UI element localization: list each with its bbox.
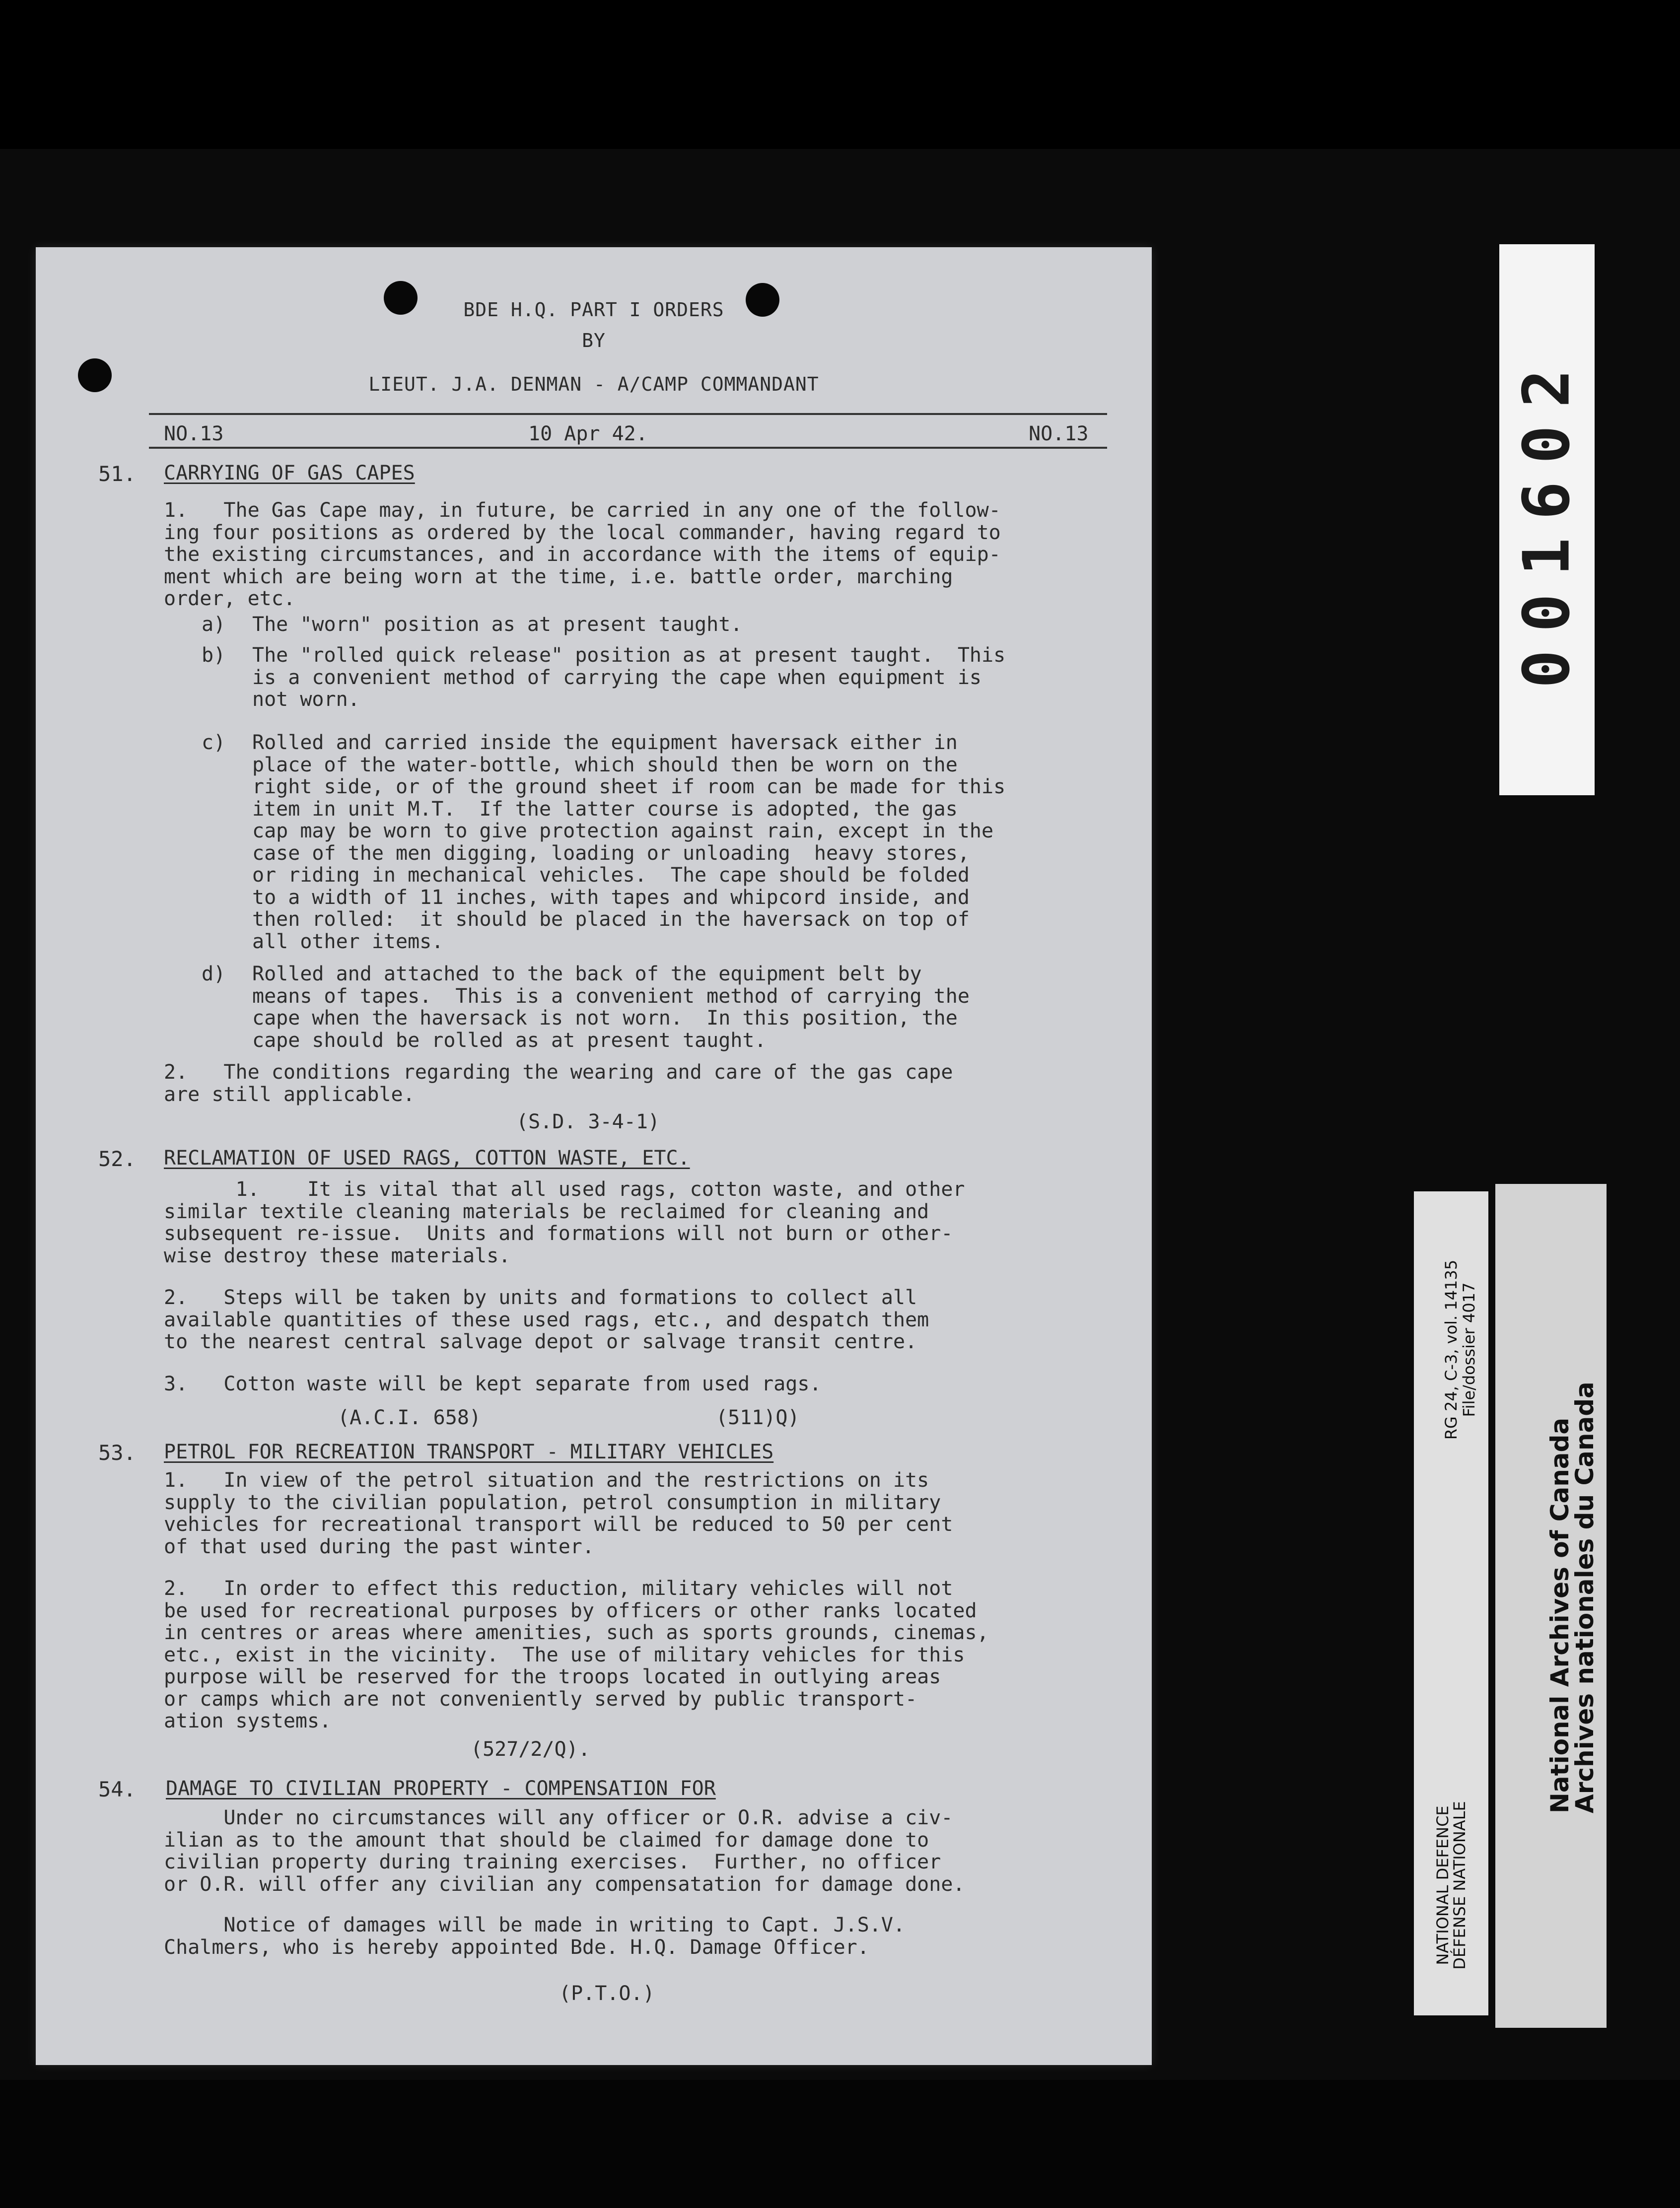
header-author: LIEUT. J.A. DENMAN - A/CAMP COMMANDANT — [368, 373, 819, 395]
list-item: Rolled and attached to the back of the equipment belt by means of tapes. This is a convenient method of carrying the cape when the haversack is not worn. In this position, the cape should be rolled as at present taught. — [252, 963, 970, 1052]
order-date: 10 Apr 42. — [528, 422, 648, 445]
list-marker: d) — [202, 963, 226, 985]
frame-number: 001602 — [1510, 351, 1584, 689]
section-heading: PETROL FOR RECREATION TRANSPORT - MILITARY VEHICLES — [164, 1441, 774, 1463]
archive-reference-label — [1414, 1191, 1488, 2015]
film-bottom-band — [0, 2080, 1680, 2208]
section-number: 52. — [98, 1147, 136, 1171]
paragraph: 1. In view of the petrol situation and the restrictions on its supply to the civilian population, petrol consumption in military vehicles for recreational transport will be reduced to 50 per cent of that used during the past winter. — [164, 1469, 953, 1558]
section-heading: CARRYING OF GAS CAPES — [164, 462, 415, 484]
archives-logo-label — [1495, 1184, 1607, 2028]
section-heading: DAMAGE TO CIVILIAN PROPERTY - COMPENSATION FOR — [166, 1777, 716, 1800]
reference: (A.C.I. 658) — [338, 1406, 481, 1429]
paragraph: 2. The conditions regarding the wearing and care of the gas cape are still applicable. — [164, 1061, 953, 1106]
order-number-right: NO.13 — [1029, 422, 1089, 445]
list-marker: a) — [202, 613, 226, 636]
header-rule-bottom — [149, 447, 1107, 449]
paragraph: 1. The Gas Cape may, in future, be carried in any one of the follow- ing four positions as ordered by the local commander, having regard to the existing circumstances, and in accordance with the items of equip- ment which are being worn at the time, i.e. battle order, marching order, etc. — [164, 499, 1001, 610]
department-line-2: DÉFENSE NATIONALE — [1450, 1801, 1469, 1970]
section-number: 53. — [98, 1441, 136, 1465]
paragraph: Under no circumstances will any officer or O.R. advise a civ- ilian as to the amount that should be claimed for damage done to civilian property during training exercises. Further, no officer or O.R. will offer any civilian any compensatation for damage done. — [164, 1806, 965, 1896]
section-number: 54. — [98, 1777, 136, 1801]
list-marker: c) — [202, 731, 226, 754]
film-top-band — [0, 0, 1680, 149]
paragraph: Notice of damages will be made in writing to Capt. J.S.V. Chalmers, who is hereby appointed Bde. H.Q. Damage Officer. — [164, 1914, 906, 1959]
header-rule-top — [149, 413, 1107, 415]
list-item: The "rolled quick release" position as at present taught. This is a convenient method of carrying the cape when equipment is not worn. — [252, 644, 1006, 711]
header-by: BY — [582, 330, 606, 351]
reference: (527/2/Q). — [471, 1738, 590, 1761]
document-page — [36, 247, 1152, 2065]
archives-name-french: Archives nationales du Canada — [1570, 1381, 1599, 1813]
list-item: The "worn" position as at present taught. — [252, 613, 743, 636]
reference-line-1: RG 24, C-3, vol. 14135 — [1442, 1259, 1461, 1440]
section-heading: RECLAMATION OF USED RAGS, COTTON WASTE, ETC. — [164, 1147, 690, 1170]
reference: (511)Q) — [716, 1406, 800, 1429]
paragraph: 2. In order to effect this reduction, military vehicles will not be used for recreational purposes by officers or other ranks located in centres or areas where amenities, such as sports grounds, cinemas, etc., exist in the vicinity. The use of military vehicles for this purpose will be reserved for the troops located in outlying areas or camps which are not conveniently served by public transport- ation systems. — [164, 1577, 989, 1732]
list-marker: b) — [202, 644, 226, 667]
list-item: Rolled and carried inside the equipment haversack either in place of the water-bottle, which should then be worn on the right side, or of the ground sheet if room can be made for this item in unit M.T. If the latter course is adopted, the gas cap may be worn to give protection against rain, except in the case of the men digging, loading or unloading heavy stores, or riding in mechanical vehicles. The cape should be folded to a width of 11 inches, with tapes and whipcord inside, and then rolled: it should be placed in the haversack on top of all other items. — [252, 731, 1006, 953]
department-line-1: NATIONAL DEFENCE — [1433, 1805, 1452, 1965]
frame-number-stamp — [1499, 244, 1595, 795]
paragraph: 1. It is vital that all used rags, cotton waste, and other similar textile cleaning materials be reclaimed for cleaning and subsequent re-issue. Units and formations will not burn or other- wise destroy these materials. — [164, 1178, 965, 1267]
order-number-left: NO.13 — [164, 422, 224, 445]
archives-name-english: National Archives of Canada — [1545, 1417, 1574, 1813]
reference-line-2: File/dossier 4017 — [1460, 1282, 1478, 1417]
section-number: 51. — [98, 462, 136, 486]
page-turn-note: (P.T.O.) — [559, 1982, 655, 2005]
paragraph: 3. Cotton waste will be kept separate from used rags. — [164, 1373, 822, 1395]
header-title: BDE H.Q. PART I ORDERS — [463, 299, 724, 321]
paragraph: 2. Steps will be taken by units and formations to collect all available quantities of these used rags, etc., and despatch them to the nearest central salvage depot or salvage transit centre. — [164, 1286, 929, 1353]
reference: (S.D. 3-4-1) — [516, 1110, 660, 1133]
